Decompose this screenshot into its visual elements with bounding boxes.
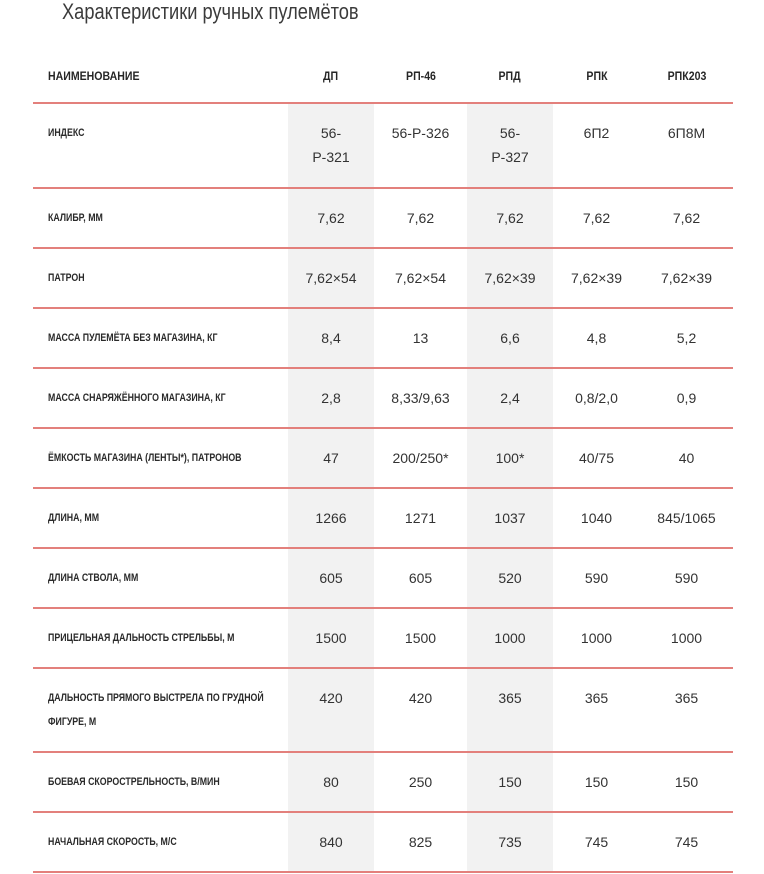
row-label: ПРИЦЕЛЬНАЯ ДАЛЬНОСТЬ СТРЕЛЬБЫ, М <box>48 632 235 644</box>
row-label: ПАТРОН <box>48 272 85 284</box>
value-cell-rpd: 6,6 <box>467 309 553 367</box>
value-cell-rp46: 605 <box>408 570 433 586</box>
value-cell-rp46: 13 <box>412 330 429 346</box>
value-cell-rpk203: 40 <box>678 450 695 466</box>
header-col-label: ДП <box>323 69 339 83</box>
value-cell-rpk: 4,8 <box>586 330 607 346</box>
row-label: ДЛИНА СТВОЛА, ММ <box>48 572 139 584</box>
table-row <box>33 609 733 669</box>
table-row <box>33 489 733 549</box>
specs-table <box>33 50 733 873</box>
row-label-cell <box>33 309 288 367</box>
value-cell-rpk203: 745 <box>674 834 699 850</box>
row-label-cell <box>33 609 288 667</box>
table-row <box>33 249 733 309</box>
row-label: КАЛИБР, ММ <box>48 212 103 224</box>
row-label: ДАЛЬНОСТЬ ПРЯМОГО ВЫСТРЕЛА ПО ГРУДНОЙ ФИГУРЕ, М <box>48 692 264 728</box>
table-row <box>33 813 733 873</box>
value-cell-dp: 605 <box>288 549 374 607</box>
value-cell-dp: 56- Р-321 <box>288 104 374 187</box>
value-cell-rpd: 1000 <box>467 609 553 667</box>
value-cell-dp: 840 <box>288 813 374 871</box>
header-name-label: НАИМЕНОВАНИЕ <box>48 69 140 83</box>
value-cell-rpk: 6П2 <box>583 125 610 141</box>
value-cell-dp: 7,62×54 <box>288 249 374 307</box>
row-label: ДЛИНА, ММ <box>48 512 100 524</box>
table-row <box>33 753 733 813</box>
row-label-cell <box>33 249 288 307</box>
value-cell-dp: 47 <box>288 429 374 487</box>
header-col-rp46 <box>374 50 467 102</box>
row-label: МАССА ПУЛЕМЁТА БЕЗ МАГАЗИНА, КГ <box>48 332 218 344</box>
header-col-rpk203 <box>640 50 733 102</box>
value-cell-rpd: 7,62×39 <box>467 249 553 307</box>
value-cell-rpd: 150 <box>467 753 553 811</box>
value-cell-rpd: 365 <box>467 669 553 751</box>
value-cell-rpk203: 5,2 <box>676 330 697 346</box>
table-row <box>33 104 733 189</box>
value-cell-rpd: 7,62 <box>467 189 553 247</box>
table-row <box>33 369 733 429</box>
value-cell-rpd: 100* <box>467 429 553 487</box>
value-cell-rpd: 2,4 <box>467 369 553 427</box>
table-row <box>33 669 733 753</box>
value-cell-rpk203: 1000 <box>670 630 703 646</box>
value-cell-dp: 7,62 <box>288 189 374 247</box>
row-label: ЁМКОСТЬ МАГАЗИНА (ЛЕНТЫ*), ПАТРОНОВ <box>48 452 242 464</box>
value-cell-rpk203: 6П8М <box>667 125 706 141</box>
page-title <box>0 0 764 50</box>
row-label-cell <box>33 813 288 871</box>
value-cell-rp46: 250 <box>408 774 433 790</box>
value-cell-rpk203: 845/1065 <box>657 510 716 526</box>
value-cell-rpk: 590 <box>584 570 609 586</box>
value-cell-dp: 1266 <box>288 489 374 547</box>
row-label-cell <box>33 669 288 751</box>
table-row <box>33 549 733 609</box>
value-cell-rpd: 1037 <box>467 489 553 547</box>
row-label: МАССА СНАРЯЖЁННОГО МАГАЗИНА, КГ <box>48 392 226 404</box>
table-row <box>33 429 733 489</box>
value-cell-rpk: 0,8/2,0 <box>575 390 618 406</box>
row-label: БОЕВАЯ СКОРОСТРЕЛЬНОСТЬ, В/МИН <box>48 776 220 788</box>
value-cell-rpk203: 590 <box>674 570 699 586</box>
value-cell-rpd: 56- Р-327 <box>467 104 553 187</box>
value-cell-rp46: 7,62 <box>406 210 435 226</box>
header-col-label: РП-46 <box>405 69 436 83</box>
value-cell-rpk: 7,62×39 <box>571 270 622 286</box>
header-col-rpd <box>467 50 553 102</box>
header-col-rpk <box>553 50 640 102</box>
header-name-cell <box>33 50 288 102</box>
value-cell-rpk203: 7,62×39 <box>661 270 712 286</box>
value-cell-rpk: 365 <box>584 690 609 706</box>
table-row <box>33 189 733 249</box>
row-label: ИНДЕКС <box>48 127 85 139</box>
header-col-label: РПК203 <box>667 69 706 83</box>
value-cell-rpk: 1040 <box>580 510 613 526</box>
value-cell-dp: 80 <box>288 753 374 811</box>
value-cell-rpk203: 0,9 <box>676 390 697 406</box>
value-cell-rpd: 735 <box>467 813 553 871</box>
table-header-row <box>33 50 733 104</box>
value-cell-rp46: 200/250* <box>392 450 449 466</box>
row-label-cell <box>33 429 288 487</box>
page-title-text: Характеристики ручных пулемётов <box>62 0 359 24</box>
value-cell-rpk203: 150 <box>674 774 699 790</box>
value-cell-dp: 8,4 <box>288 309 374 367</box>
value-cell-rpk203: 365 <box>674 690 699 706</box>
value-cell-dp: 2,8 <box>288 369 374 427</box>
value-cell-rpk: 745 <box>584 834 609 850</box>
value-cell-dp: 420 <box>288 669 374 751</box>
value-cell-rp46: 56-Р-326 <box>391 125 450 141</box>
value-cell-dp: 1500 <box>288 609 374 667</box>
row-label-cell <box>33 369 288 427</box>
row-label-cell <box>33 189 288 247</box>
table-row <box>33 309 733 369</box>
value-cell-rp46: 8,33/9,63 <box>391 390 450 406</box>
value-cell-rpk203: 7,62 <box>672 210 701 226</box>
value-cell-rpk: 40/75 <box>578 450 615 466</box>
row-label: НАЧАЛЬНАЯ СКОРОСТЬ, М/С <box>48 836 177 848</box>
row-label-cell <box>33 489 288 547</box>
row-label-cell <box>33 753 288 811</box>
value-cell-rpk: 150 <box>584 774 609 790</box>
header-col-label: РПД <box>498 69 522 83</box>
value-cell-rp46: 7,62×54 <box>395 270 446 286</box>
value-cell-rp46: 420 <box>408 690 433 706</box>
value-cell-rp46: 1271 <box>404 510 437 526</box>
header-col-dp <box>288 50 374 102</box>
value-cell-rpd: 520 <box>467 549 553 607</box>
value-cell-rpk: 7,62 <box>582 210 611 226</box>
row-label-cell <box>33 104 288 187</box>
value-cell-rp46: 1500 <box>404 630 437 646</box>
header-col-label: РПК <box>585 69 608 83</box>
value-cell-rpk: 1000 <box>580 630 613 646</box>
row-label-cell <box>33 549 288 607</box>
value-cell-rp46: 825 <box>408 834 433 850</box>
